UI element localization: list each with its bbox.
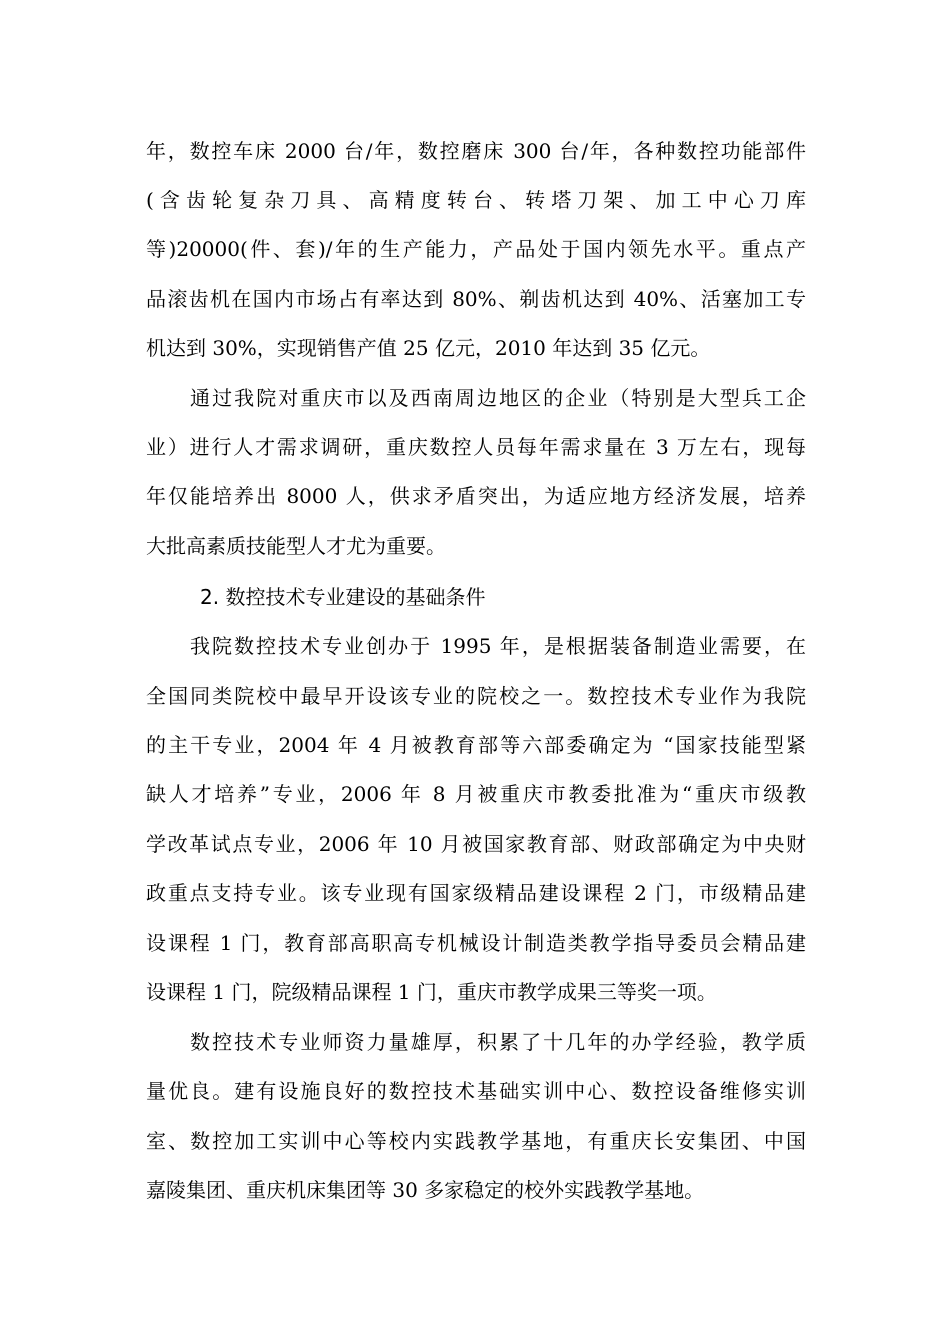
body-text-line: 大批高素质技能型人才尤为重要。 <box>146 534 446 558</box>
section-heading: 2. 数控技术专业建设的基础条件 <box>200 585 486 609</box>
body-text-line: 的主干专业，2004 年 4 月被教育部等六部委确定为 “国家技能型紧 <box>146 733 806 757</box>
body-text-line: (含齿轮复杂刀具、高精度转台、转塔刀架、加工中心刀库 <box>146 188 806 212</box>
body-text-line: 缺人才培养”专业，2006 年 8 月被重庆市教委批准为“重庆市级教 <box>146 782 806 806</box>
body-text-line: 嘉陵集团、重庆机床集团等 30 多家稳定的校外实践教学基地。 <box>146 1178 705 1202</box>
body-text-line: 设课程 1 门，院级精品课程 1 门，重庆市教学成果三等奖一项。 <box>146 980 717 1004</box>
body-text-line: 量优良。建有设施良好的数控技术基础实训中心、数控设备维修实训 <box>146 1079 806 1103</box>
body-text-line: 机达到 30%，实现销售产值 25 亿元，2010 年达到 35 亿元。 <box>146 336 711 360</box>
body-text-line: 年仅能培养出 8000 人，供求矛盾突出，为适应地方经济发展，培养 <box>146 484 806 508</box>
body-text-line: 数控技术专业师资力量雄厚，积累了十几年的办学经验，教学质 <box>190 1030 806 1054</box>
body-text-line: 我院数控技术专业创办于 1995 年，是根据装备制造业需要，在 <box>190 634 806 658</box>
body-text-line: 学改革试点专业，2006 年 10 月被国家教育部、财政部确定为中央财 <box>146 832 806 856</box>
body-text-line: 年，数控车床 2000 台/年，数控磨床 300 台/年，各种数控功能部件 <box>146 139 806 163</box>
body-text-line: 通过我院对重庆市以及西南周边地区的企业（特别是大型兵工企 <box>190 386 806 410</box>
body-text-line: 业）进行人才需求调研，重庆数控人员每年需求量在 3 万左右，现每 <box>146 435 806 459</box>
body-text-line: 品滚齿机在国内市场占有率达到 80%、剃齿机达到 40%、活塞加工专 <box>146 287 806 311</box>
body-text-line: 全国同类院校中最早开设该专业的院校之一。数控技术专业作为我院 <box>146 684 806 708</box>
body-text-line: 室、数控加工实训中心等校内实践教学基地，有重庆长安集团、中国 <box>146 1129 806 1153</box>
body-text-line: 设课程 1 门，教育部高职高专机械设计制造类教学指导委员会精品建 <box>146 931 806 955</box>
body-text-line: 等)20000(件、套)/年的生产能力，产品处于国内领先水平。重点产 <box>146 237 806 261</box>
body-text-line: 政重点支持专业。该专业现有国家级精品建设课程 2 门，市级精品建 <box>146 881 806 905</box>
